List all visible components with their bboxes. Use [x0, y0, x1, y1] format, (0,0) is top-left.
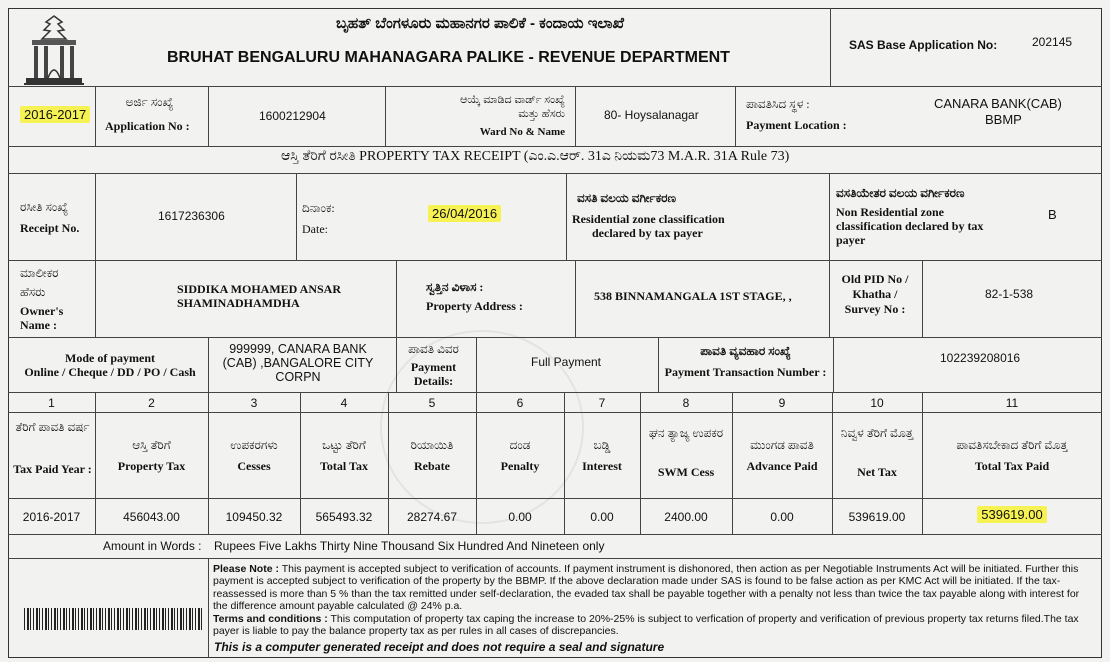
owner-label-kn-2: ಹೆಸರು — [20, 285, 46, 299]
please-note-text: This payment is accepted subject to verification of accounts. If payment instrument is dishonored, then action as per Negotiable Instruments Act will be initiated. Further this payment is accepted subject to verification of the property by the BBMP. If the above declaration made under SAS is found to be false action as per KMC Act will be initiated. If the tax-reassessed is more than 5 % than the tax remitted under self-declaration, the evaded tax shall be payable together with a penalty not less than twice the tax payable along with interest for the difference amount payable calculated @ 24% p.a. — [213, 563, 1080, 613]
header-en: Net Tax — [857, 465, 897, 479]
date-label-en: Date: — [302, 222, 328, 236]
receipt-label-kn: ರಸೀತಿ ಸಂಖ್ಯೆ — [20, 200, 69, 214]
terms-text: This computation of property tax caping the increase to 20%-25% is subject to verfication of property and verification of previous property tax returns filed.The tax payer is liable to pay the balance property tax as per rules in all cases of discrepancies. — [213, 612, 1079, 638]
table-cell: 0.00 — [770, 510, 794, 524]
date-label-kn: ದಿನಾಂಕ: — [302, 201, 335, 215]
pid-value: 82-1-538 — [985, 287, 1034, 301]
header-en: Penalty — [500, 459, 540, 473]
loc-label-en: Payment Location : — [746, 118, 847, 132]
bbmp-emblem-icon — [18, 12, 90, 92]
computer-generated-note: This is a computer generated receipt and does not require a seal and signature — [214, 640, 665, 654]
col-number: 11 — [1005, 396, 1019, 410]
nonres-label-en-3: payer — [836, 233, 866, 247]
header-en: Rebate — [414, 459, 450, 473]
table-cell: 109450.32 — [225, 510, 283, 524]
res-label-en-2: declared by tax payer — [592, 226, 703, 240]
table-cell: 539619.00 — [848, 510, 906, 524]
loc-value-1: CANARA BANK(CAB) — [934, 96, 1062, 111]
amount-words-label: Amount in Words : — [103, 539, 202, 553]
receipt-title: ಆಸ್ತಿ ತೆರಿಗೆ ರಸೀತಿ PROPERTY TAX RECEIPT (ಎಂ.ಎ.ಆರ್. 31ಎ ನಿಯಮ73 M.A.R. 31A Rule 73) — [281, 149, 790, 164]
pd-label-kn: ಪಾವತಿ ವಿವರ — [408, 342, 459, 356]
app-label-en: Application No : — [105, 119, 190, 133]
amount-words-value: Rupees Five Lakhs Thirty Nine Thousand Six Hundred And Nineteen only — [214, 539, 605, 553]
ward-value: 80- Hoysalanagar — [604, 108, 699, 122]
col-number: 4 — [340, 396, 348, 410]
header-en: Cesses — [237, 459, 271, 473]
ward-label-en: Ward No & Name — [479, 126, 565, 138]
col-number: 7 — [598, 396, 606, 410]
header-en: Total Tax Paid — [974, 459, 1050, 473]
header-en: SWM Cess — [657, 465, 715, 479]
pd-label-en-1: Payment — [410, 360, 457, 374]
col-number: 3 — [250, 396, 258, 410]
col-number: 8 — [682, 396, 690, 410]
ward-label-kn1: ಆಯ್ಕೆ ಮಾಡಿದ ವಾರ್ಡ್ ಸಂಖ್ಯೆ — [459, 94, 565, 106]
addr-label-en: Property Address : — [426, 299, 523, 313]
receipt-date: 26/04/2016 — [428, 205, 501, 222]
barcode — [24, 608, 204, 630]
table-cell: 565493.32 — [315, 510, 373, 524]
payment-details-value: Full Payment — [530, 355, 602, 369]
header-en: Total Tax — [320, 459, 368, 473]
header-kn: ಮುಂಗಡ ಪಾವತಿ — [750, 438, 814, 452]
nonres-label-kn: ವಸತಿಯೇತರ ವಲಯ ವರ್ಗೀಕರಣ — [836, 186, 965, 200]
mode-label-2: Online / Cheque / DD / PO / Cash — [24, 365, 196, 379]
pid-label-3: Survey No : — [844, 302, 906, 316]
pid-label-1: Old PID No / — [841, 272, 909, 286]
mode-value-2: (CAB) ,BANGALORE CITY — [222, 356, 374, 370]
header-kn: ಬಡ್ಡಿ — [593, 438, 611, 452]
header-kn: ನಿವ್ವಳ ತೆರಿಗೆ ಮೊತ್ತ — [840, 426, 914, 440]
header-kn: ಆಸ್ತಿ ತೆರಿಗೆ — [132, 438, 171, 452]
header-kn: ತೆರಿಗೆ ಪಾವತಿ ವರ್ಷ — [15, 420, 90, 434]
col-number: 6 — [516, 396, 524, 410]
sas-label: SAS Base Application No: — [849, 38, 998, 52]
application-number: 1600212904 — [259, 109, 326, 123]
owner-label-en-1: Owner's — [20, 304, 64, 318]
res-label-kn: ವಸತಿ ವಲಯ ವರ್ಗೀಕರಣ — [577, 191, 676, 205]
owner-name-2: SHAMINADHAMDHA — [177, 296, 300, 310]
col-number: 1 — [48, 396, 55, 410]
header-kn: ಒಟ್ಟು ತೆರಿಗೆ — [322, 438, 366, 452]
sas-value: 202145 — [1032, 35, 1073, 49]
loc-label-kn: ಪಾವತಿಸಿದ ಸ್ಥಳ : — [746, 97, 810, 111]
pd-label-en-2: Details: — [413, 374, 454, 388]
header-kn: ಪಾವತಿಸಬೇಕಾದ ತೆರಿಗೆ ಮೊತ್ತ — [956, 438, 1068, 452]
notes-block — [213, 563, 1093, 637]
col-number: 5 — [428, 396, 436, 410]
mode-value-1: 999999, CANARA BANK — [229, 342, 367, 356]
loc-value-2: BBMP — [985, 112, 1022, 127]
header-kn: ಉಪಕರಗಳು — [230, 438, 278, 452]
txn-label-en: Payment Transaction Number : — [664, 365, 827, 379]
table-cell: 2400.00 — [664, 510, 708, 524]
mode-label-1: Mode of payment — [65, 351, 155, 365]
title-kannada: ಬೃಹತ್ ಬೆಂಗಳೂರು ಮಹಾನಗರ ಪಾಲಿಕೆ - ಕಂದಾಯ ಇಲಾಖೆ — [336, 15, 625, 32]
title-english: BRUHAT BENGALURU MAHANAGARA PALIKE - REVENUE DEPARTMENT — [167, 49, 730, 66]
app-label-kn: ಅರ್ಜಿ ಸಂಖ್ಯೆ — [125, 95, 174, 109]
year-highlight: 2016-2017 — [20, 106, 90, 123]
table-cell: 2016-2017 — [22, 510, 81, 524]
receipt-label-en: Receipt No. — [20, 221, 80, 235]
property-address: 538 BINNAMANGALA 1ST STAGE, , — [594, 289, 792, 303]
header-en: Advance Paid — [746, 459, 818, 473]
header-en: Interest — [582, 459, 622, 473]
header-en: Property Tax — [117, 459, 186, 473]
nonres-value: B — [1048, 207, 1057, 222]
total-tax-paid-cell: 539619.00 — [977, 506, 1046, 523]
mode-value-3: CORPN — [275, 370, 321, 384]
col-number: 9 — [778, 396, 786, 410]
terms-label: Terms and conditions : — [213, 612, 328, 625]
pid-label-2: Khatha / — [852, 287, 898, 301]
col-number: 2 — [148, 396, 155, 410]
please-note-label: Please Note : — [213, 563, 279, 575]
header-kn: ರಿಯಾಯಿತಿ — [410, 438, 454, 452]
transaction-number: 102239208016 — [940, 351, 1021, 365]
table-cell: 28274.67 — [406, 510, 458, 524]
receipt-number: 1617236306 — [158, 209, 225, 223]
table-cell: 0.00 — [508, 510, 532, 524]
table-cell: 0.00 — [590, 510, 614, 524]
header-kn: ಘನ ತ್ಯಾಜ್ಯ ಉಪಕರ — [648, 426, 724, 440]
addr-label-kn: ಸ್ವತ್ತಿನ ವಿಳಾಸ : — [426, 280, 484, 294]
ward-label-kn2: ಮತ್ತು ಹೆಸರು — [518, 108, 565, 120]
owner-label-kn-1: ಮಾಲೀಕರ — [20, 266, 59, 280]
col-number: 10 — [870, 396, 884, 410]
owner-label-en-2: Name : — [20, 318, 57, 332]
header-en: Tax Paid Year : — [13, 462, 92, 476]
header-kn: ದಂಡ — [509, 438, 531, 452]
owner-name-1: SIDDIKA MOHAMED ANSAR — [177, 282, 342, 296]
nonres-label-en-1: Non Residential zone — [836, 205, 944, 219]
res-label-en-1: Residential zone classification — [572, 212, 725, 226]
nonres-label-en-2: classification declared by tax — [836, 219, 984, 233]
txn-label-kn: ಪಾವತಿ ವ್ಯವಹಾರ ಸಂಖ್ಯೆ — [700, 344, 791, 358]
table-cell: 456043.00 — [123, 510, 180, 524]
